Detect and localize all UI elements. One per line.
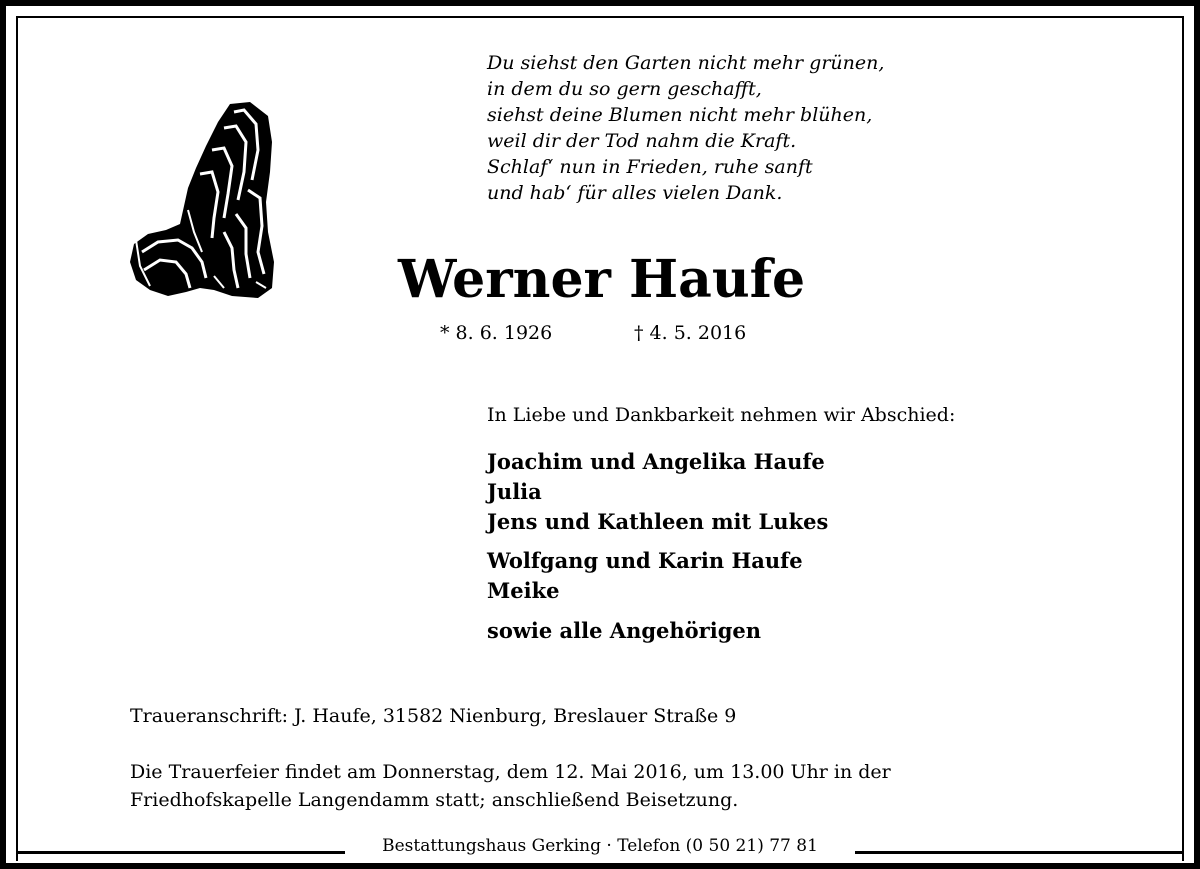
mourning-address: Traueranschrift: J. Haufe, 31582 Nienburg, Breslauer Straße 9	[130, 705, 737, 727]
poem-line: weil dir der Tod nahm die Kraft.	[487, 130, 797, 152]
mourner-line: Jens und Kathleen mit Lukes	[487, 509, 829, 534]
mourner-group	[487, 616, 761, 646]
funeral-home-footer: Bestattungshaus Gerking · Telefon (0 50 21) 77 81	[352, 833, 848, 859]
deceased-name: Werner Haufe	[398, 249, 806, 310]
mourner-group	[487, 546, 803, 606]
mourner-line: sowie alle Angehörigen	[487, 618, 762, 643]
poem-line: Du siehst den Garten nicht mehr grünen,	[487, 52, 885, 74]
mourner-line: Wolfgang und Karin Haufe	[487, 548, 803, 573]
farewell-text: In Liebe und Dankbarkeit nehmen wir Abschied:	[487, 404, 956, 426]
poem	[487, 50, 884, 206]
mourner-line: Julia	[487, 479, 542, 504]
praying-hands-icon	[128, 102, 276, 300]
poem-line: Schlaf‘ nun in Frieden, ruhe sanft	[487, 156, 813, 178]
poem-line: siehst deine Blumen nicht mehr blühen,	[487, 104, 873, 126]
footer-rule-right	[855, 851, 1184, 854]
death-date: † 4. 5. 2016	[634, 322, 747, 344]
ceremony-line: Die Trauerfeier findet am Donnerstag, dem 12. Mai 2016, um 13.00 Uhr in der	[130, 761, 891, 783]
mourner-line: Meike	[487, 578, 560, 603]
birth-date: * 8. 6. 1926	[440, 322, 553, 344]
mourner-group	[487, 447, 828, 537]
mourner-line: Joachim und Angelika Haufe	[487, 449, 825, 474]
poem-line: in dem du so gern geschafft,	[487, 78, 762, 100]
ceremony-notice	[130, 758, 891, 814]
ceremony-line: Friedhofskapelle Langendamm statt; anschließend Beisetzung.	[130, 789, 739, 811]
footer-rule-left	[16, 851, 345, 854]
poem-line: und hab‘ für alles vielen Dank.	[487, 182, 783, 204]
